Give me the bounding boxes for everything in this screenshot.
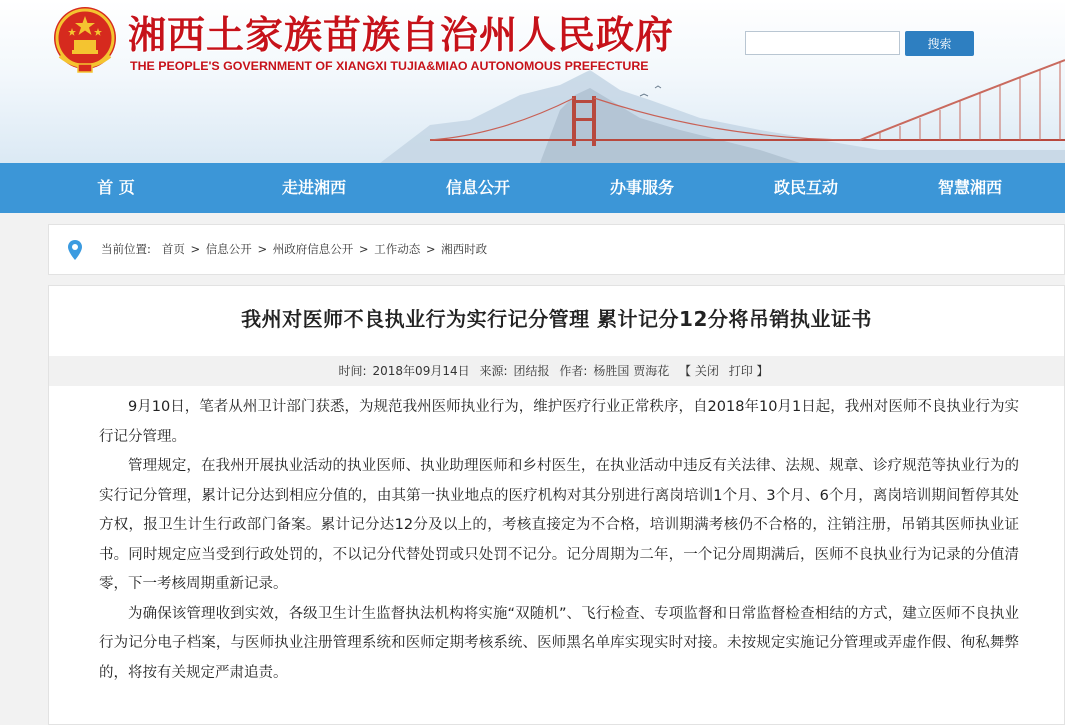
print-link[interactable]: 打印 】 [728,364,769,378]
source-label: 来源: [479,364,508,378]
main-nav [0,163,1065,213]
nav-item-services[interactable]: 办事服务 [609,178,674,197]
nav-item-smart-xiangxi[interactable]: 智慧湘西 [937,178,1002,197]
nav-item-home[interactable]: 首 页 [97,178,135,197]
breadcrumb-separator: > [425,242,436,256]
nav-item-about-xiangxi[interactable]: 走进湘西 [281,178,346,197]
close-link[interactable]: 【 关闭 [679,364,719,378]
breadcrumb-trail [101,225,487,274]
article-paragraph: 9月10日，笔者从州卫计部门获悉，为规范我州医师执业行为，维护医疗行业正常秩序，自2018年10月1日起，我州对医师不良执业行为实行记分管理。 [99,399,1019,445]
breadcrumb-separator: > [190,242,201,256]
source-value: 团结报 [513,364,550,378]
article-meta-bar [49,356,1064,386]
location-pin-icon [68,240,82,260]
nav-item-interaction[interactable]: 政民互动 [773,178,838,197]
article-panel [48,285,1065,725]
breadcrumb-link-xiangxi-politics[interactable]: 湘西时政 [441,242,488,256]
breadcrumb-link-gov-info[interactable]: 州政府信息公开 [272,242,354,256]
breadcrumb-label: 当前位置: [101,242,151,256]
breadcrumb-link-work-news[interactable]: 工作动态 [374,242,421,256]
national-emblem-icon [50,4,120,76]
time-label: 时间: [338,364,367,378]
author-value: 杨胜国 贾海花 [593,364,670,378]
nav-item-info-disclosure[interactable]: 信息公开 [445,178,510,197]
article-paragraph: 为确保该管理收到实效，各级卫生计生监督执法机构将实施“双随机”、飞行检查、专项监督和日常监督检查相结的方式，建立医师不良执业行为记分电子档案，与医师执业注册管理系统和医师定期考核系统、医师黑名单库实现实时对接。未按规定实施记分管理或弄虚作假、徇私舞弊的，将按有关规定严肃追责。 [99,605,1019,681]
site-subtitle: THE PEOPLE'S GOVERNMENT OF XIANGXI TUJIA&MIAO AUTONOMOUS PREFECTURE [130,59,649,73]
search-input[interactable] [745,31,900,55]
article-title: 我州对医师不良执业行为实行记分管理 累计记分12分将吊销执业证书 [241,307,872,331]
breadcrumb-link-info-disclosure[interactable]: 信息公开 [205,242,252,256]
breadcrumb-separator: > [358,242,369,256]
search-button[interactable]: 搜索 [905,31,974,56]
site-title: 湘西土家族苗族自治州人民政府 [128,12,675,57]
breadcrumb-separator: > [257,242,268,256]
author-label: 作者: [559,364,588,378]
article-paragraph: 管理规定，在我州开展执业活动的执业医师、执业助理医师和乡村医生，在执业活动中违反有关法律、法规、规章、诊疗规范等执业行为的实行记分管理，累计记分达到相应分值的，由其第一执业地点的医疗机构对其分别进行离岗培训1个月、3个月、6个月，离岗培训期间暂停其处方权，报卫生计生行政部门备案。累计记分达12分及以上的，考核直接定为不合格，培训期满考核仍不合格的，注销注册，吊销其医师执业证书。同时规定应当受到行政处罚的，不以记分代替处罚或只处罚不记分。记分周期为二年，一个记分周期满后，医师不良执业行为记录的分值清零，下一考核周期重新记录。 [99,458,1019,592]
publish-date: 2018年09月14日 [372,364,470,378]
breadcrumb [48,224,1065,275]
site-header [0,0,1065,163]
breadcrumb-link-home[interactable]: 首页 [161,242,185,256]
article-body [99,393,1019,688]
